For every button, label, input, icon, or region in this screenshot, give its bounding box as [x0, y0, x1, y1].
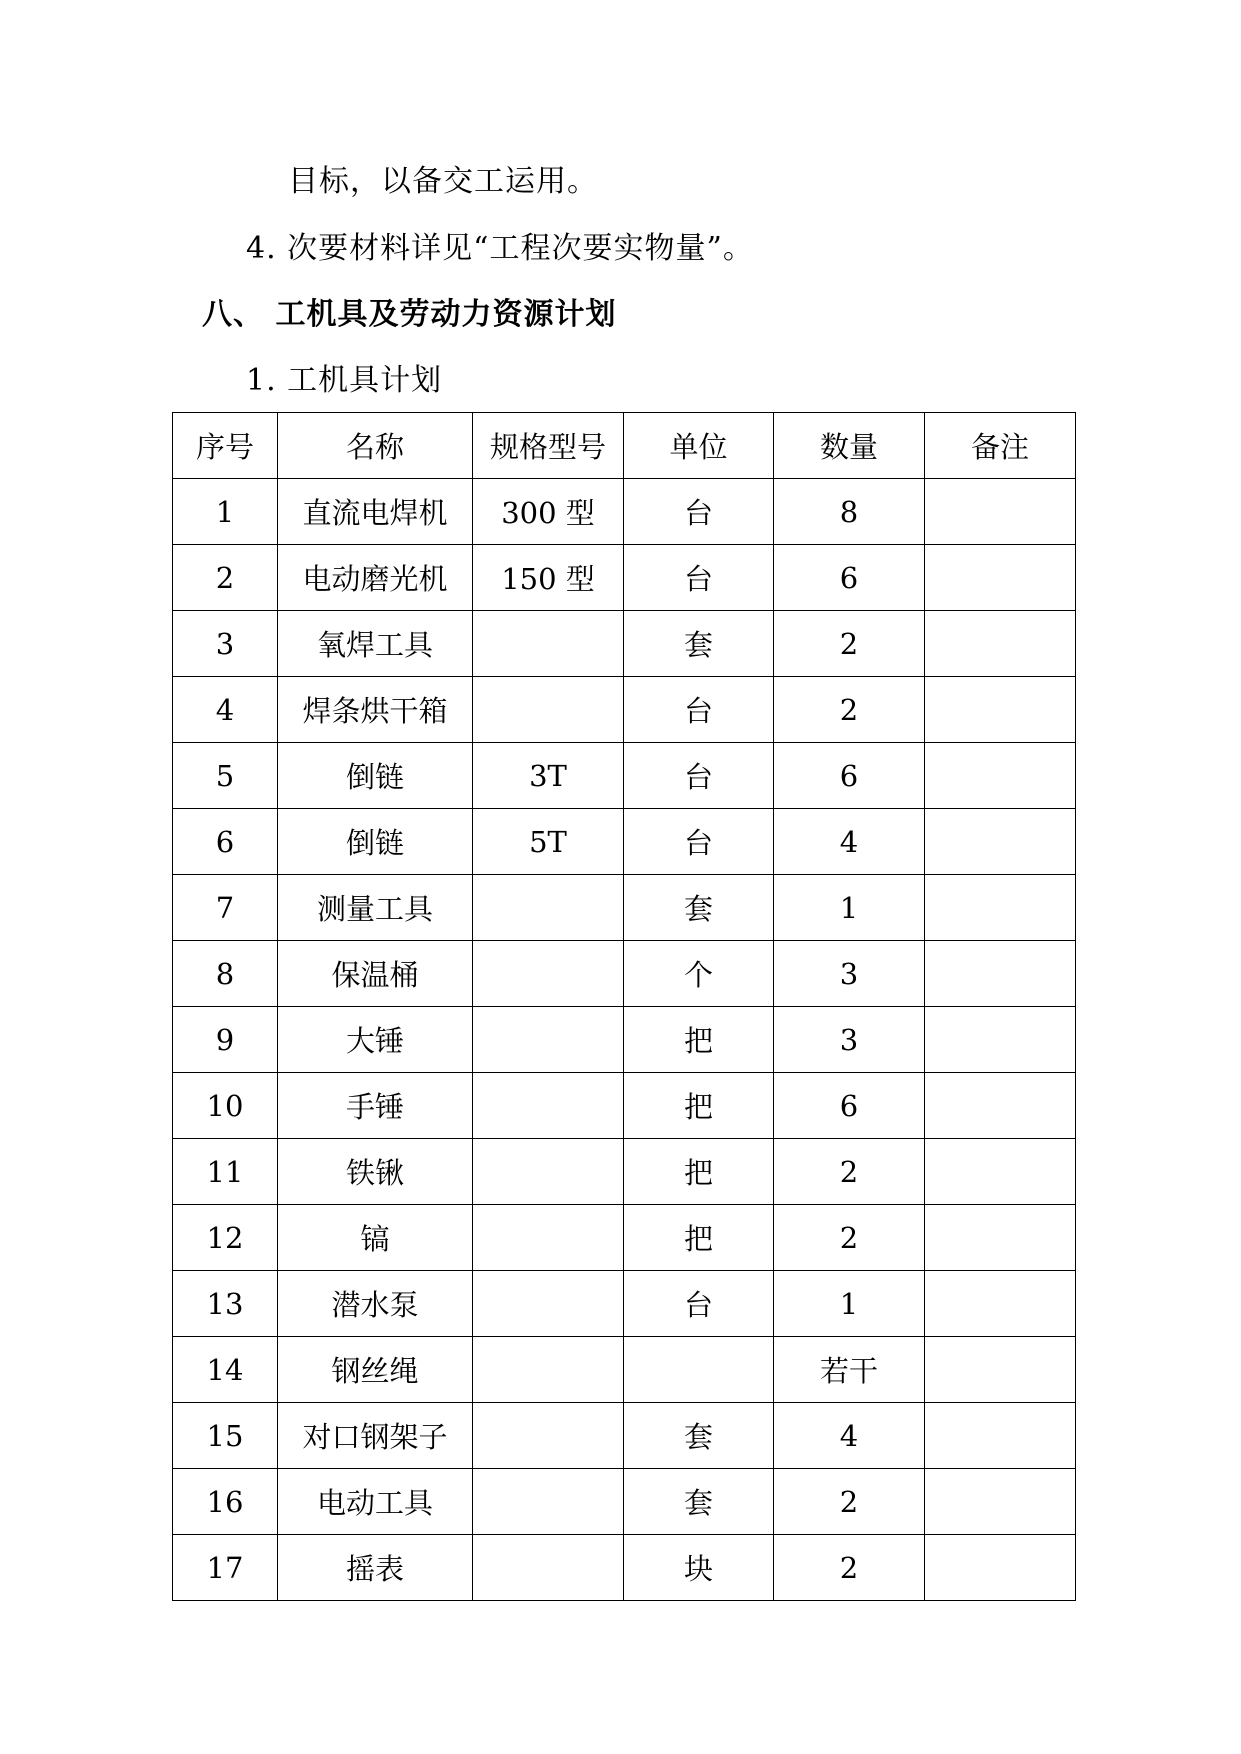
table-row — [173, 941, 1076, 1007]
table-row — [173, 1337, 1076, 1403]
cell-remarks — [925, 479, 1076, 545]
header-remarks: 备注 — [925, 413, 1076, 479]
cell-unit: 个 — [624, 941, 774, 1007]
cell-name: 潜水泵 — [278, 1271, 473, 1337]
cell-unit: 把 — [624, 1007, 774, 1073]
cell-spec — [473, 611, 624, 677]
header-spec: 规格型号 — [473, 413, 624, 479]
cell-unit: 套 — [624, 1403, 774, 1469]
cell-unit: 块 — [624, 1535, 774, 1601]
cell-quantity: 1 — [774, 1271, 925, 1337]
cell-name: 镐 — [278, 1205, 473, 1271]
cell-spec — [473, 1271, 624, 1337]
cell-quantity: 6 — [774, 743, 925, 809]
cell-remarks — [925, 875, 1076, 941]
cell-unit: 把 — [624, 1205, 774, 1271]
cell-quantity: 6 — [774, 545, 925, 611]
table-row — [173, 743, 1076, 809]
cell-spec — [473, 1139, 624, 1205]
cell-remarks — [925, 1139, 1076, 1205]
cell-name: 大锤 — [278, 1007, 473, 1073]
cell-remarks — [925, 1337, 1076, 1403]
cell-index: 11 — [173, 1139, 278, 1205]
cell-index: 6 — [173, 809, 278, 875]
cell-index: 17 — [173, 1535, 278, 1601]
cell-remarks — [925, 743, 1076, 809]
header-name: 名称 — [278, 413, 473, 479]
table-row — [173, 1469, 1076, 1535]
cell-name: 倒链 — [278, 809, 473, 875]
cell-unit: 台 — [624, 1271, 774, 1337]
cell-unit: 套 — [624, 1469, 774, 1535]
cell-spec — [473, 875, 624, 941]
header-unit: 单位 — [624, 413, 774, 479]
table-row — [173, 611, 1076, 677]
cell-remarks — [925, 545, 1076, 611]
cell-index: 8 — [173, 941, 278, 1007]
cell-index: 15 — [173, 1403, 278, 1469]
cell-spec — [473, 1007, 624, 1073]
cell-index: 5 — [173, 743, 278, 809]
cell-quantity: 3 — [774, 941, 925, 1007]
cell-index: 7 — [173, 875, 278, 941]
cell-quantity: 4 — [774, 1403, 925, 1469]
cell-quantity: 1 — [774, 875, 925, 941]
cell-name: 保温桶 — [278, 941, 473, 1007]
section-heading: 八、 工机具及劳动力资源计划 — [202, 297, 617, 332]
cell-remarks — [925, 1403, 1076, 1469]
cell-remarks — [925, 1535, 1076, 1601]
cell-unit: 台 — [624, 809, 774, 875]
cell-index: 9 — [173, 1007, 278, 1073]
table-row — [173, 1271, 1076, 1337]
cell-index: 3 — [173, 611, 278, 677]
table-row — [173, 1403, 1076, 1469]
cell-quantity: 若干 — [774, 1337, 925, 1403]
cell-quantity: 2 — [774, 677, 925, 743]
cell-unit: 把 — [624, 1139, 774, 1205]
cell-remarks — [925, 1469, 1076, 1535]
cell-unit: 台 — [624, 743, 774, 809]
paragraph-line-2: 4. 次要材料详见“工程次要实物量”。 — [246, 231, 754, 266]
cell-quantity: 2 — [774, 1469, 925, 1535]
cell-quantity: 6 — [774, 1073, 925, 1139]
cell-spec — [473, 1403, 624, 1469]
table-row — [173, 875, 1076, 941]
cell-remarks — [925, 1271, 1076, 1337]
table-row — [173, 1073, 1076, 1139]
cell-remarks — [925, 809, 1076, 875]
cell-name: 氧焊工具 — [278, 611, 473, 677]
cell-name: 铁锹 — [278, 1139, 473, 1205]
cell-spec — [473, 677, 624, 743]
cell-spec — [473, 1205, 624, 1271]
cell-index: 4 — [173, 677, 278, 743]
cell-index: 2 — [173, 545, 278, 611]
cell-spec: 300 型 — [473, 479, 624, 545]
cell-unit: 台 — [624, 545, 774, 611]
cell-spec — [473, 1073, 624, 1139]
cell-name: 倒链 — [278, 743, 473, 809]
cell-index: 14 — [173, 1337, 278, 1403]
cell-quantity: 8 — [774, 479, 925, 545]
cell-remarks — [925, 1205, 1076, 1271]
table-row — [173, 677, 1076, 743]
cell-quantity: 2 — [774, 611, 925, 677]
table-row — [173, 809, 1076, 875]
cell-name: 电动工具 — [278, 1469, 473, 1535]
table-row — [173, 1007, 1076, 1073]
cell-remarks — [925, 1007, 1076, 1073]
table-row — [173, 1205, 1076, 1271]
table-row — [173, 1139, 1076, 1205]
cell-spec — [473, 941, 624, 1007]
cell-spec — [473, 1337, 624, 1403]
cell-index: 10 — [173, 1073, 278, 1139]
cell-spec — [473, 1535, 624, 1601]
cell-quantity: 2 — [774, 1535, 925, 1601]
table-row — [173, 479, 1076, 545]
header-index: 序号 — [173, 413, 278, 479]
cell-name: 测量工具 — [278, 875, 473, 941]
cell-spec: 150 型 — [473, 545, 624, 611]
cell-name: 摇表 — [278, 1535, 473, 1601]
cell-unit: 台 — [624, 677, 774, 743]
cell-spec: 5T — [473, 809, 624, 875]
cell-index: 13 — [173, 1271, 278, 1337]
cell-quantity: 2 — [774, 1205, 925, 1271]
cell-unit — [624, 1337, 774, 1403]
cell-name: 手锤 — [278, 1073, 473, 1139]
cell-quantity: 2 — [774, 1139, 925, 1205]
cell-remarks — [925, 1073, 1076, 1139]
cell-index: 1 — [173, 479, 278, 545]
cell-remarks — [925, 677, 1076, 743]
cell-unit: 套 — [624, 875, 774, 941]
cell-spec: 3T — [473, 743, 624, 809]
cell-index: 12 — [173, 1205, 278, 1271]
cell-name: 钢丝绳 — [278, 1337, 473, 1403]
cell-name: 电动磨光机 — [278, 545, 473, 611]
cell-name: 焊条烘干箱 — [278, 677, 473, 743]
cell-unit: 把 — [624, 1073, 774, 1139]
table-header-row — [173, 413, 1076, 479]
cell-unit: 台 — [624, 479, 774, 545]
cell-quantity: 4 — [774, 809, 925, 875]
cell-name: 对口钢架子 — [278, 1403, 473, 1469]
cell-remarks — [925, 611, 1076, 677]
cell-quantity: 3 — [774, 1007, 925, 1073]
tool-plan-table — [172, 412, 1076, 1601]
cell-unit: 套 — [624, 611, 774, 677]
table-row — [173, 1535, 1076, 1601]
paragraph-line-1: 目标，以备交工运用。 — [288, 164, 598, 199]
section-subheading: 1. 工机具计划 — [246, 363, 443, 398]
cell-spec — [473, 1469, 624, 1535]
cell-name: 直流电焊机 — [278, 479, 473, 545]
table-row — [173, 545, 1076, 611]
cell-remarks — [925, 941, 1076, 1007]
header-quantity: 数量 — [774, 413, 925, 479]
cell-index: 16 — [173, 1469, 278, 1535]
